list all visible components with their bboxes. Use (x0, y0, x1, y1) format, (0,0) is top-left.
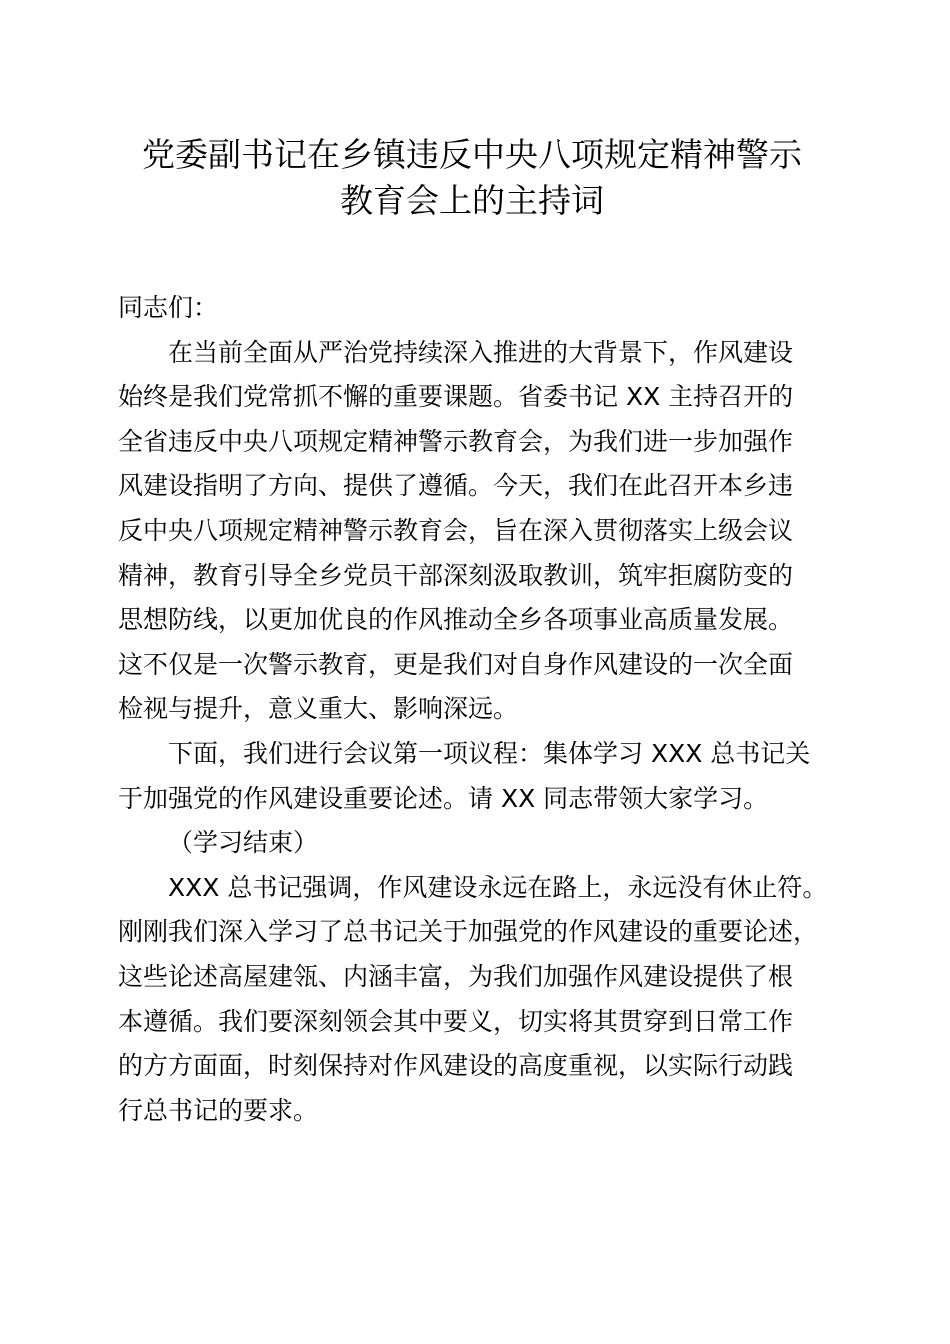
paragraph-line: 在当前全面从严治党持续深入推进的大背景下，作风建设 (168, 337, 794, 367)
paragraph-line: 这些论述高屋建瓴、内涵丰富，为我们加强作风建设提供了根 (118, 961, 794, 991)
paragraph-line: 行总书记的要求。 (118, 1095, 319, 1125)
document-page (118, 132, 826, 1133)
title-line: 教育会上的主持词 (340, 181, 604, 220)
paragraph-line: 本遵循。我们要深刻领会其中要义，切实将其贯穿到日常工作 (118, 1006, 794, 1036)
paragraph-line: 思想防线，以更加优良的作风推动全乡各项事业高质量发展。 (118, 605, 794, 635)
paragraph-line: 这不仅是一次警示教育，更是我们对自身作风建设的一次全面 (118, 649, 794, 679)
paragraph-line: 的方方面面，时刻保持对作风建设的高度重视，以实际行动践 (118, 1051, 794, 1081)
paragraph-line: 精神，教育引导全乡党员干部深刻汲取教训，筑牢拒腐防变的 (118, 560, 794, 590)
paragraph-line: 始终是我们党常抓不懈的重要课题。省委书记 XX 主持召开的 (118, 382, 794, 412)
paragraph-line: （学习结束） (168, 828, 319, 858)
paragraph-line: 反中央八项规定精神警示教育会，旨在深入贯彻落实上级会议 (118, 515, 794, 545)
salutation: 同志们： (118, 293, 219, 322)
paragraph-line: XXX 总书记强调，作风建设永远在路上，永远没有休止符。 (168, 872, 828, 902)
document-body (118, 286, 826, 1133)
paragraph-line: 下面，我们进行会议第一项议程：集体学习 XXX 总书记关 (168, 738, 811, 768)
paragraph-line: 于加强党的作风建设重要论述。请 XX 同志带领大家学习。 (118, 783, 769, 813)
document-title (118, 132, 826, 224)
paragraph-line: 检视与提升，意义重大、影响深远。 (118, 694, 519, 724)
paragraph-1 (118, 331, 826, 732)
paragraph-line: 刚刚我们深入学习了总书记关于加强党的作风建设的重要论述， (118, 917, 819, 947)
paragraph-4 (118, 866, 826, 1134)
title-line: 党委副书记在乡镇违反中央八项规定精神警示 (142, 135, 802, 174)
paragraph-2 (118, 732, 826, 821)
paragraph-line: 风建设指明了方向、提供了遵循。今天，我们在此召开本乡违 (118, 471, 794, 501)
paragraph-line: 全省违反中央八项规定精神警示教育会，为我们进一步加强作 (118, 426, 794, 456)
paragraph-3 (118, 821, 826, 866)
